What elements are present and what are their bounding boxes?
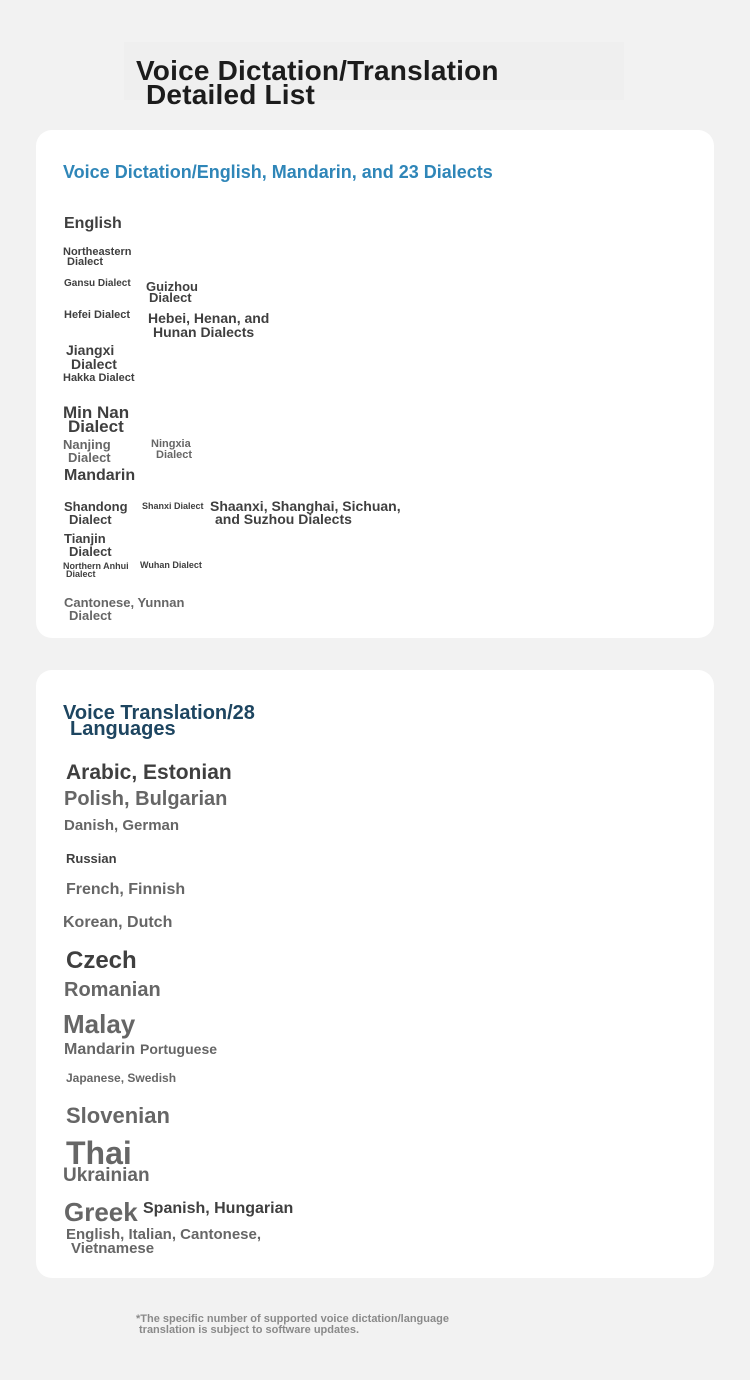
dictation-item-shandong: Shandong Dialect xyxy=(64,499,128,527)
translation-item-czech: Czech xyxy=(66,947,137,974)
dictation-item-gansu: Gansu Dialect xyxy=(64,278,131,289)
page-title-line2: Detailed List xyxy=(146,79,316,110)
translation-heading: Voice Translation/28 Languages xyxy=(63,702,255,740)
translation-item-english: English, Italian, Cantonese, Vietnamese xyxy=(66,1226,262,1257)
translation-item-portuguese: Portuguese xyxy=(140,1041,218,1057)
footnote-line2: translation is subject to software updates. xyxy=(139,1324,360,1336)
translation-item-thai: Thai xyxy=(66,1135,132,1171)
dictation-item-shanxi: Shanxi Dialect xyxy=(142,501,204,511)
translation-item-russian: Russian xyxy=(66,851,117,866)
dictation-card xyxy=(36,130,714,638)
dictation-item-hakka: Hakka Dialect xyxy=(63,372,135,384)
translation-item-malay: Malay xyxy=(63,1009,136,1039)
translation-item-spanish: Spanish, Hungarian xyxy=(143,1200,294,1217)
translation-item-danish: Danish, German xyxy=(64,817,180,834)
page-title-line1: Voice Dictation/Translation xyxy=(136,55,499,86)
footnote-line1: *The specific number of supported voice dictation/language xyxy=(136,1313,449,1325)
dictation-item-shaanxi: Shaanxi, Shanghai, Sichuan, and Suzhou Dialects xyxy=(210,498,401,527)
translation-item-mandarin: Mandarin xyxy=(64,1041,136,1058)
translation-item-japanese: Japanese, Swedish xyxy=(66,1071,177,1085)
dictation-item-ningxia: Ningxia Dialect xyxy=(151,438,193,461)
dictation-heading: Voice Dictation/English, Mandarin, and 23 Dialects xyxy=(63,162,493,182)
page-title xyxy=(136,55,499,110)
dictation-item-jiangxi: Jiangxi Dialect xyxy=(66,342,117,372)
translation-item-polish: Polish, Bulgarian xyxy=(64,788,228,810)
dictation-item-guizhou: Guizhou Dialect xyxy=(146,279,198,305)
dictation-item-hefei: Hefei Dialect xyxy=(64,309,131,321)
translation-item-ukrainian: Ukrainian xyxy=(63,1165,150,1186)
dictation-item-english: English xyxy=(64,215,122,232)
translation-item-slovenian: Slovenian xyxy=(66,1103,170,1128)
translation-item-french: French, Finnish xyxy=(66,881,186,898)
translation-item-greek: Greek xyxy=(64,1197,138,1227)
dictation-item-mandarin: Mandarin xyxy=(64,467,136,484)
dictation-item-minnan: Min Nan Dialect xyxy=(63,403,130,436)
dictation-item-northern-anhui: Northern Anhui Dialect xyxy=(63,561,129,579)
dictation-item-tianjin: Tianjin Dialect xyxy=(64,531,112,559)
dictation-item-wuhan: Wuhan Dialect xyxy=(140,560,202,570)
dictation-item-cantonese: Cantonese, Yunnan Dialect xyxy=(64,595,185,623)
dictation-item-northeastern: Northeastern Dialect xyxy=(63,246,132,268)
translation-item-arabic: Arabic, Estonian xyxy=(66,761,232,784)
dictation-item-nanjing: Nanjing Dialect xyxy=(63,437,111,465)
translation-item-korean: Korean, Dutch xyxy=(63,914,173,931)
footnote xyxy=(136,1314,449,1336)
dictation-item-hebei: Hebei, Henan, and Hunan Dialects xyxy=(148,310,270,340)
translation-item-romanian: Romanian xyxy=(64,979,161,1001)
